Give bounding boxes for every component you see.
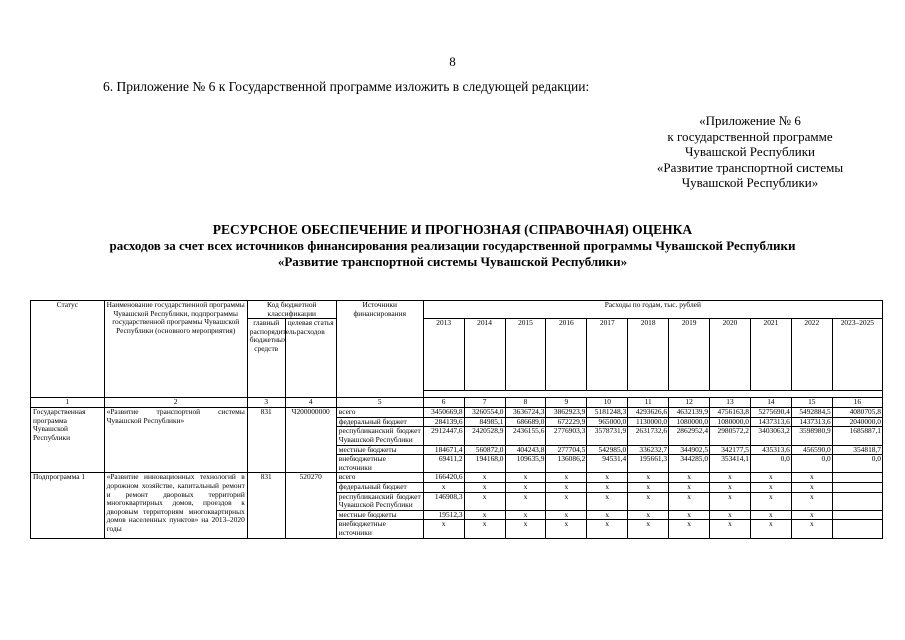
row-value: 2980572,2: [710, 427, 751, 445]
table-row: [31, 408, 883, 418]
row-value: x: [587, 482, 628, 492]
row-value: 19512,3: [423, 510, 464, 520]
row-value: 1685887,1: [832, 427, 882, 445]
row-target-code: Ч200000000: [285, 408, 336, 473]
column-number: 7: [464, 398, 505, 408]
row-value: 3260554,0: [464, 408, 505, 418]
row-value: 84985,1: [464, 417, 505, 427]
row-value: 4080705,8: [832, 408, 882, 418]
row-value: x: [669, 482, 710, 492]
column-number: 1: [31, 398, 105, 408]
row-source: республиканский бюджет Чувашской Республики: [336, 492, 423, 510]
column-number: 11: [628, 398, 669, 408]
row-value: x: [464, 473, 505, 483]
row-value: 1080000,0: [710, 417, 751, 427]
header-year: 2019: [669, 319, 710, 391]
row-value: 0,0: [791, 455, 832, 473]
row-value: x: [750, 492, 791, 510]
row-value: x: [464, 482, 505, 492]
header-year: 2013: [423, 319, 464, 391]
header-code-group: Код бюджетной классификации: [247, 301, 336, 319]
title-line-2: расходов за счет всех источников финансирования реализации государственной программы Чувашской Республики: [109, 238, 796, 253]
row-value: x: [423, 520, 464, 538]
appendix-line: «Развитие транспортной системы: [656, 159, 844, 175]
row-status: Подпрограмма 1: [31, 473, 105, 538]
row-value: 2436155,6: [505, 427, 546, 445]
header-year: 2017: [587, 319, 628, 391]
row-value: 2912447,6: [423, 427, 464, 445]
row-source: всего: [336, 408, 423, 418]
row-value: 672229,9: [546, 417, 587, 427]
row-value: x: [669, 473, 710, 483]
row-value: x: [791, 473, 832, 483]
row-value: x: [546, 520, 587, 538]
appendix-line: Чувашской Республики: [684, 144, 816, 159]
header-year: 2016: [546, 319, 587, 391]
row-source: внебюджетные источники: [336, 455, 423, 473]
header-name: Наименование государственной программы Чувашской Республики, подпрограммы государственной программы Чувашской Республики (основного мероприятия): [104, 301, 247, 398]
column-number: 5: [336, 398, 423, 408]
row-value: 277704,5: [546, 445, 587, 455]
row-value: x: [628, 482, 669, 492]
row-value: 2631732,6: [628, 427, 669, 445]
row-value: 0,0: [750, 455, 791, 473]
row-value: 686689,0: [505, 417, 546, 427]
row-value: 2862952,4: [669, 427, 710, 445]
row-value: x: [628, 473, 669, 483]
column-number: 10: [587, 398, 628, 408]
row-value: 3578731,9: [587, 427, 628, 445]
page-number: 8: [449, 54, 456, 69]
row-value: x: [710, 520, 751, 538]
row-value: x: [791, 482, 832, 492]
row-value: 94531,4: [587, 455, 628, 473]
column-number: 13: [710, 398, 751, 408]
row-value: x: [587, 473, 628, 483]
row-value: x: [423, 482, 464, 492]
row-value: 1437313,6: [750, 417, 791, 427]
row-value: 166420,6: [423, 473, 464, 483]
appendix-reference: [605, 113, 895, 191]
row-value: 109635,9: [505, 455, 546, 473]
row-value: x: [505, 473, 546, 483]
row-value: x: [587, 520, 628, 538]
row-value: x: [710, 473, 751, 483]
row-value: 353414,1: [710, 455, 751, 473]
row-value: 542985,0: [587, 445, 628, 455]
header-year: 2018: [628, 319, 669, 391]
row-value: x: [750, 473, 791, 483]
row-value: 2040000,0: [832, 417, 882, 427]
row-value: x: [546, 510, 587, 520]
title-line-1: РЕСУРСНОЕ ОБЕСПЕЧЕНИЕ И ПРОГНОЗНАЯ (СПРАВОЧНАЯ) ОЦЕНКА: [212, 222, 693, 237]
row-value: 344902,5: [669, 445, 710, 455]
row-grbs-code: 831: [247, 473, 285, 538]
appendix-line: «Приложение № 6: [699, 113, 801, 128]
row-value: x: [791, 520, 832, 538]
row-value: 3450669,8: [423, 408, 464, 418]
column-number: 15: [791, 398, 832, 408]
header-year: 2023–2025: [832, 319, 882, 391]
row-value: 146908,3: [423, 492, 464, 510]
header-target: целевая статья расходов: [285, 319, 336, 398]
row-value: 3636724,3: [505, 408, 546, 418]
header-expenses: Расходы по годам, тыс. рублей: [423, 301, 882, 319]
row-source: федеральный бюджет: [336, 482, 423, 492]
column-number: 16: [832, 398, 882, 408]
row-source: местные бюджеты: [336, 445, 423, 455]
row-value: [832, 520, 882, 538]
row-value: 435313,6: [750, 445, 791, 455]
row-value: 4293626,6: [628, 408, 669, 418]
header-year: 2015: [505, 319, 546, 391]
row-value: x: [464, 510, 505, 520]
header-year: 2022: [791, 319, 832, 391]
row-value: [832, 492, 882, 510]
row-value: 1130000,0: [628, 417, 669, 427]
row-value: [832, 482, 882, 492]
column-number-row: [31, 398, 883, 408]
row-value: 456590,0: [791, 445, 832, 455]
row-value: x: [464, 492, 505, 510]
row-value: 194168,0: [464, 455, 505, 473]
row-value: x: [628, 492, 669, 510]
header-grbs: главный распорядитель бюджетных средств: [247, 319, 285, 398]
row-value: 965000,0: [587, 417, 628, 427]
row-value: x: [669, 520, 710, 538]
row-value: 1080000,0: [669, 417, 710, 427]
row-value: 2420528,9: [464, 427, 505, 445]
row-program-name: «Развитие транспортной системы Чувашской Республики»: [104, 408, 247, 473]
column-number: 8: [505, 398, 546, 408]
row-source: республиканский бюджет Чувашской Республики: [336, 427, 423, 445]
row-value: x: [710, 492, 751, 510]
row-value: x: [587, 510, 628, 520]
row-value: 344285,0: [669, 455, 710, 473]
row-value: x: [669, 510, 710, 520]
row-value: 4756163,8: [710, 408, 751, 418]
row-value: 560872,0: [464, 445, 505, 455]
column-number: 12: [669, 398, 710, 408]
row-value: x: [710, 510, 751, 520]
row-value: 5181248,3: [587, 408, 628, 418]
row-value: 3862923,9: [546, 408, 587, 418]
row-value: x: [791, 492, 832, 510]
row-value: x: [587, 492, 628, 510]
header-year: 2020: [710, 319, 751, 391]
appendix-line: Чувашской Республики»: [681, 175, 819, 190]
header-year: 2021: [750, 319, 791, 391]
row-value: x: [546, 473, 587, 483]
column-number: 2: [104, 398, 247, 408]
row-value: 2776903,3: [546, 427, 587, 445]
row-value: x: [669, 492, 710, 510]
row-value: 404243,8: [505, 445, 546, 455]
budget-table: [30, 300, 883, 539]
row-value: x: [505, 520, 546, 538]
row-status: Государственная программа Чувашской Республики: [31, 408, 105, 473]
row-value: [832, 510, 882, 520]
row-value: 69411,2: [423, 455, 464, 473]
row-value: 5275690,4: [750, 408, 791, 418]
row-value: x: [710, 482, 751, 492]
title-line-3: «Развитие транспортной системы Чувашской Республики»: [277, 254, 628, 269]
row-value: x: [464, 520, 505, 538]
row-value: 4632139,9: [669, 408, 710, 418]
row-value: 354818,7: [832, 445, 882, 455]
row-value: [832, 473, 882, 483]
row-value: x: [750, 520, 791, 538]
row-value: x: [546, 482, 587, 492]
column-number: 14: [750, 398, 791, 408]
row-value: 184671,4: [423, 445, 464, 455]
header-sources: Источники финансирования: [336, 301, 423, 398]
document-title: [0, 222, 905, 270]
column-number: 6: [423, 398, 464, 408]
row-value: 3403063,2: [750, 427, 791, 445]
column-number: 3: [247, 398, 285, 408]
row-value: x: [750, 510, 791, 520]
row-source: федеральный бюджет: [336, 417, 423, 427]
row-value: x: [750, 482, 791, 492]
header-year: 2014: [464, 319, 505, 391]
row-program-name: «Развитие инновационных технологий в дорожном хозяйстве, капитальный ремонт и ремонт дворовых территорий многоквартирных домов, проездов к дворовым территориям многоквартирных домов населенных пунктов» на 2013–2020 годы: [104, 473, 247, 538]
row-value: 342177,5: [710, 445, 751, 455]
row-value: 284139,6: [423, 417, 464, 427]
appendix-line: к государственной программе: [667, 128, 833, 144]
row-value: 195661,3: [628, 455, 669, 473]
row-source: местные бюджеты: [336, 510, 423, 520]
row-value: x: [505, 482, 546, 492]
table-row: [31, 473, 883, 483]
header-status: Статус: [31, 301, 105, 398]
intro-paragraph: 6. Приложение № 6 к Государственной программе изложить в следующей редакции:: [103, 79, 590, 94]
row-value: x: [791, 510, 832, 520]
budget-table-body: [31, 408, 883, 538]
row-value: 336232,7: [628, 445, 669, 455]
row-value: x: [546, 492, 587, 510]
row-value: 5492884,5: [791, 408, 832, 418]
row-grbs-code: 831: [247, 408, 285, 473]
row-value: 1437313,6: [791, 417, 832, 427]
row-value: x: [628, 520, 669, 538]
row-value: 3598980,9: [791, 427, 832, 445]
row-source: внебюджетные источники: [336, 520, 423, 538]
row-value: x: [628, 510, 669, 520]
row-target-code: 520270: [285, 473, 336, 538]
row-value: 0,0: [832, 455, 882, 473]
row-value: x: [505, 510, 546, 520]
column-number: 9: [546, 398, 587, 408]
column-number: 4: [285, 398, 336, 408]
row-source: всего: [336, 473, 423, 483]
row-value: 136086,2: [546, 455, 587, 473]
row-value: x: [505, 492, 546, 510]
